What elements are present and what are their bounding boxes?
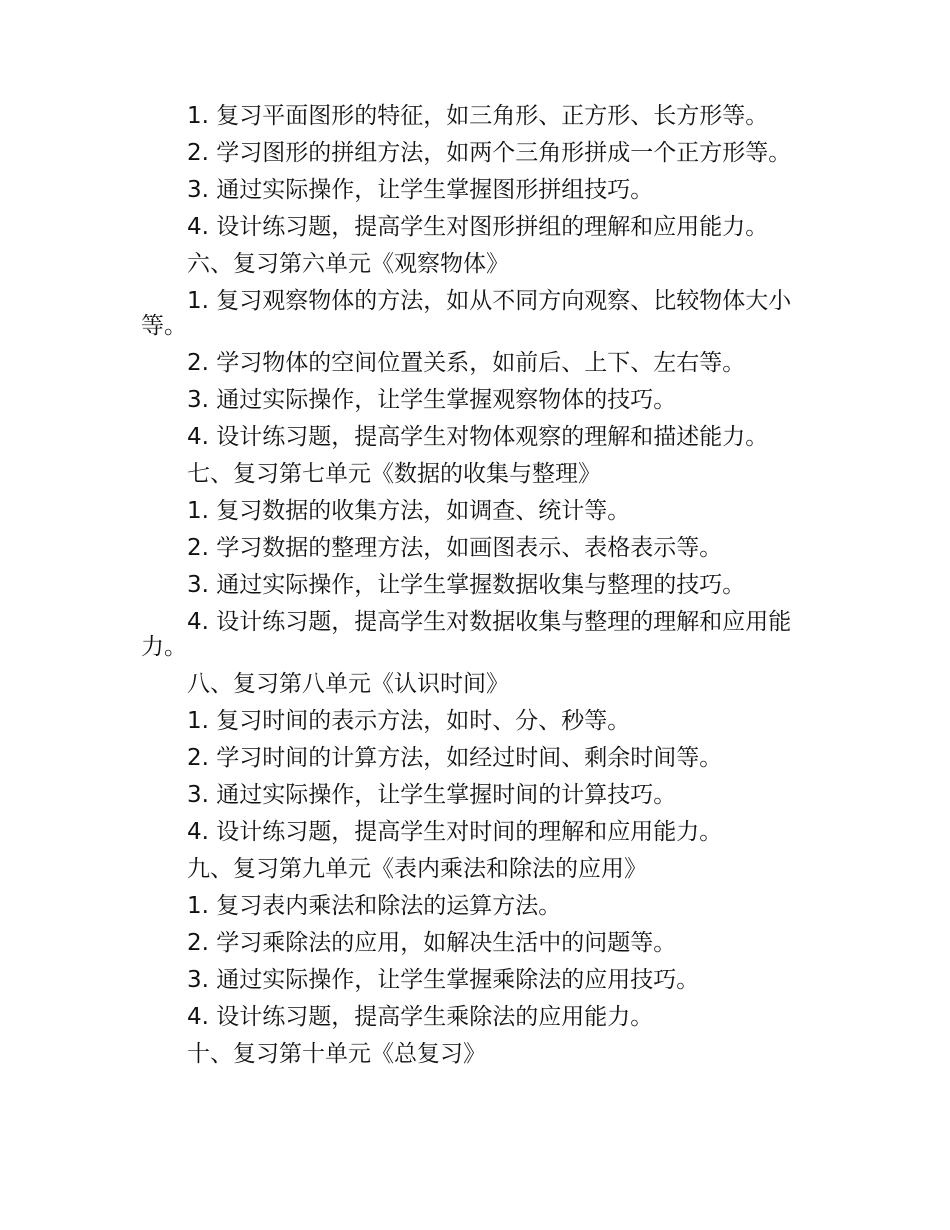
- paragraph: 3. 通过实际操作，让学生掌握数据收集与整理的技巧。: [187, 572, 746, 598]
- paragraph: 4. 设计练习题，提高学生对物体观察的理解和描述能力。: [187, 424, 769, 450]
- paragraph: 1. 复习时间的表示方法，如时、分、秒等。: [187, 708, 631, 734]
- paragraph: 2. 学习图形的拼组方法，如两个三角形拼成一个正方形等。: [187, 140, 792, 166]
- paragraph: 4. 设计练习题，提高学生乘除法的应用能力。: [187, 1004, 654, 1030]
- section-heading: 九、复习第九单元《表内乘法和除法的应用》: [187, 856, 647, 882]
- paragraph: 1. 复习表内乘法和除法的运算方法。: [187, 893, 562, 919]
- paragraph: 4. 设计练习题，提高学生对时间的理解和应用能力。: [187, 819, 723, 845]
- document-body: [141, 104, 813, 1079]
- paragraph: 3. 通过实际操作，让学生掌握观察物体的技巧。: [187, 387, 677, 413]
- paragraph: 2. 学习物体的空间位置关系，如前后、上下、左右等。: [187, 350, 746, 376]
- paragraph: 4. 设计练习题，提高学生对图形拼组的理解和应用能力。: [187, 214, 769, 240]
- paragraph: 1. 复习观察物体的方法，如从不同方向观察、比较物体大小等。: [141, 288, 792, 339]
- paragraph: 3. 通过实际操作，让学生掌握乘除法的应用技巧。: [187, 967, 700, 993]
- section-heading: 八、复习第八单元《认识时间》: [187, 671, 509, 697]
- section-heading: 七、复习第七单元《数据的收集与整理》: [187, 461, 601, 487]
- paragraph: 4. 设计练习题，提高学生对数据收集与整理的理解和应用能力。: [141, 609, 792, 660]
- paragraph: 1. 复习平面图形的特征，如三角形、正方形、长方形等。: [187, 103, 769, 129]
- paragraph: 3. 通过实际操作，让学生掌握图形拼组技巧。: [187, 177, 654, 203]
- paragraph: 2. 学习乘除法的应用，如解决生活中的问题等。: [187, 930, 677, 956]
- section-heading: 六、复习第六单元《观察物体》: [187, 251, 509, 277]
- paragraph: 3. 通过实际操作，让学生掌握时间的计算技巧。: [187, 782, 677, 808]
- paragraph: 1. 复习数据的收集方法，如调查、统计等。: [187, 498, 631, 524]
- paragraph: 2. 学习数据的整理方法，如画图表示、表格表示等。: [187, 535, 723, 561]
- paragraph: 2. 学习时间的计算方法，如经过时间、剩余时间等。: [187, 745, 723, 771]
- section-heading: 十、复习第十单元《总复习》: [187, 1041, 486, 1067]
